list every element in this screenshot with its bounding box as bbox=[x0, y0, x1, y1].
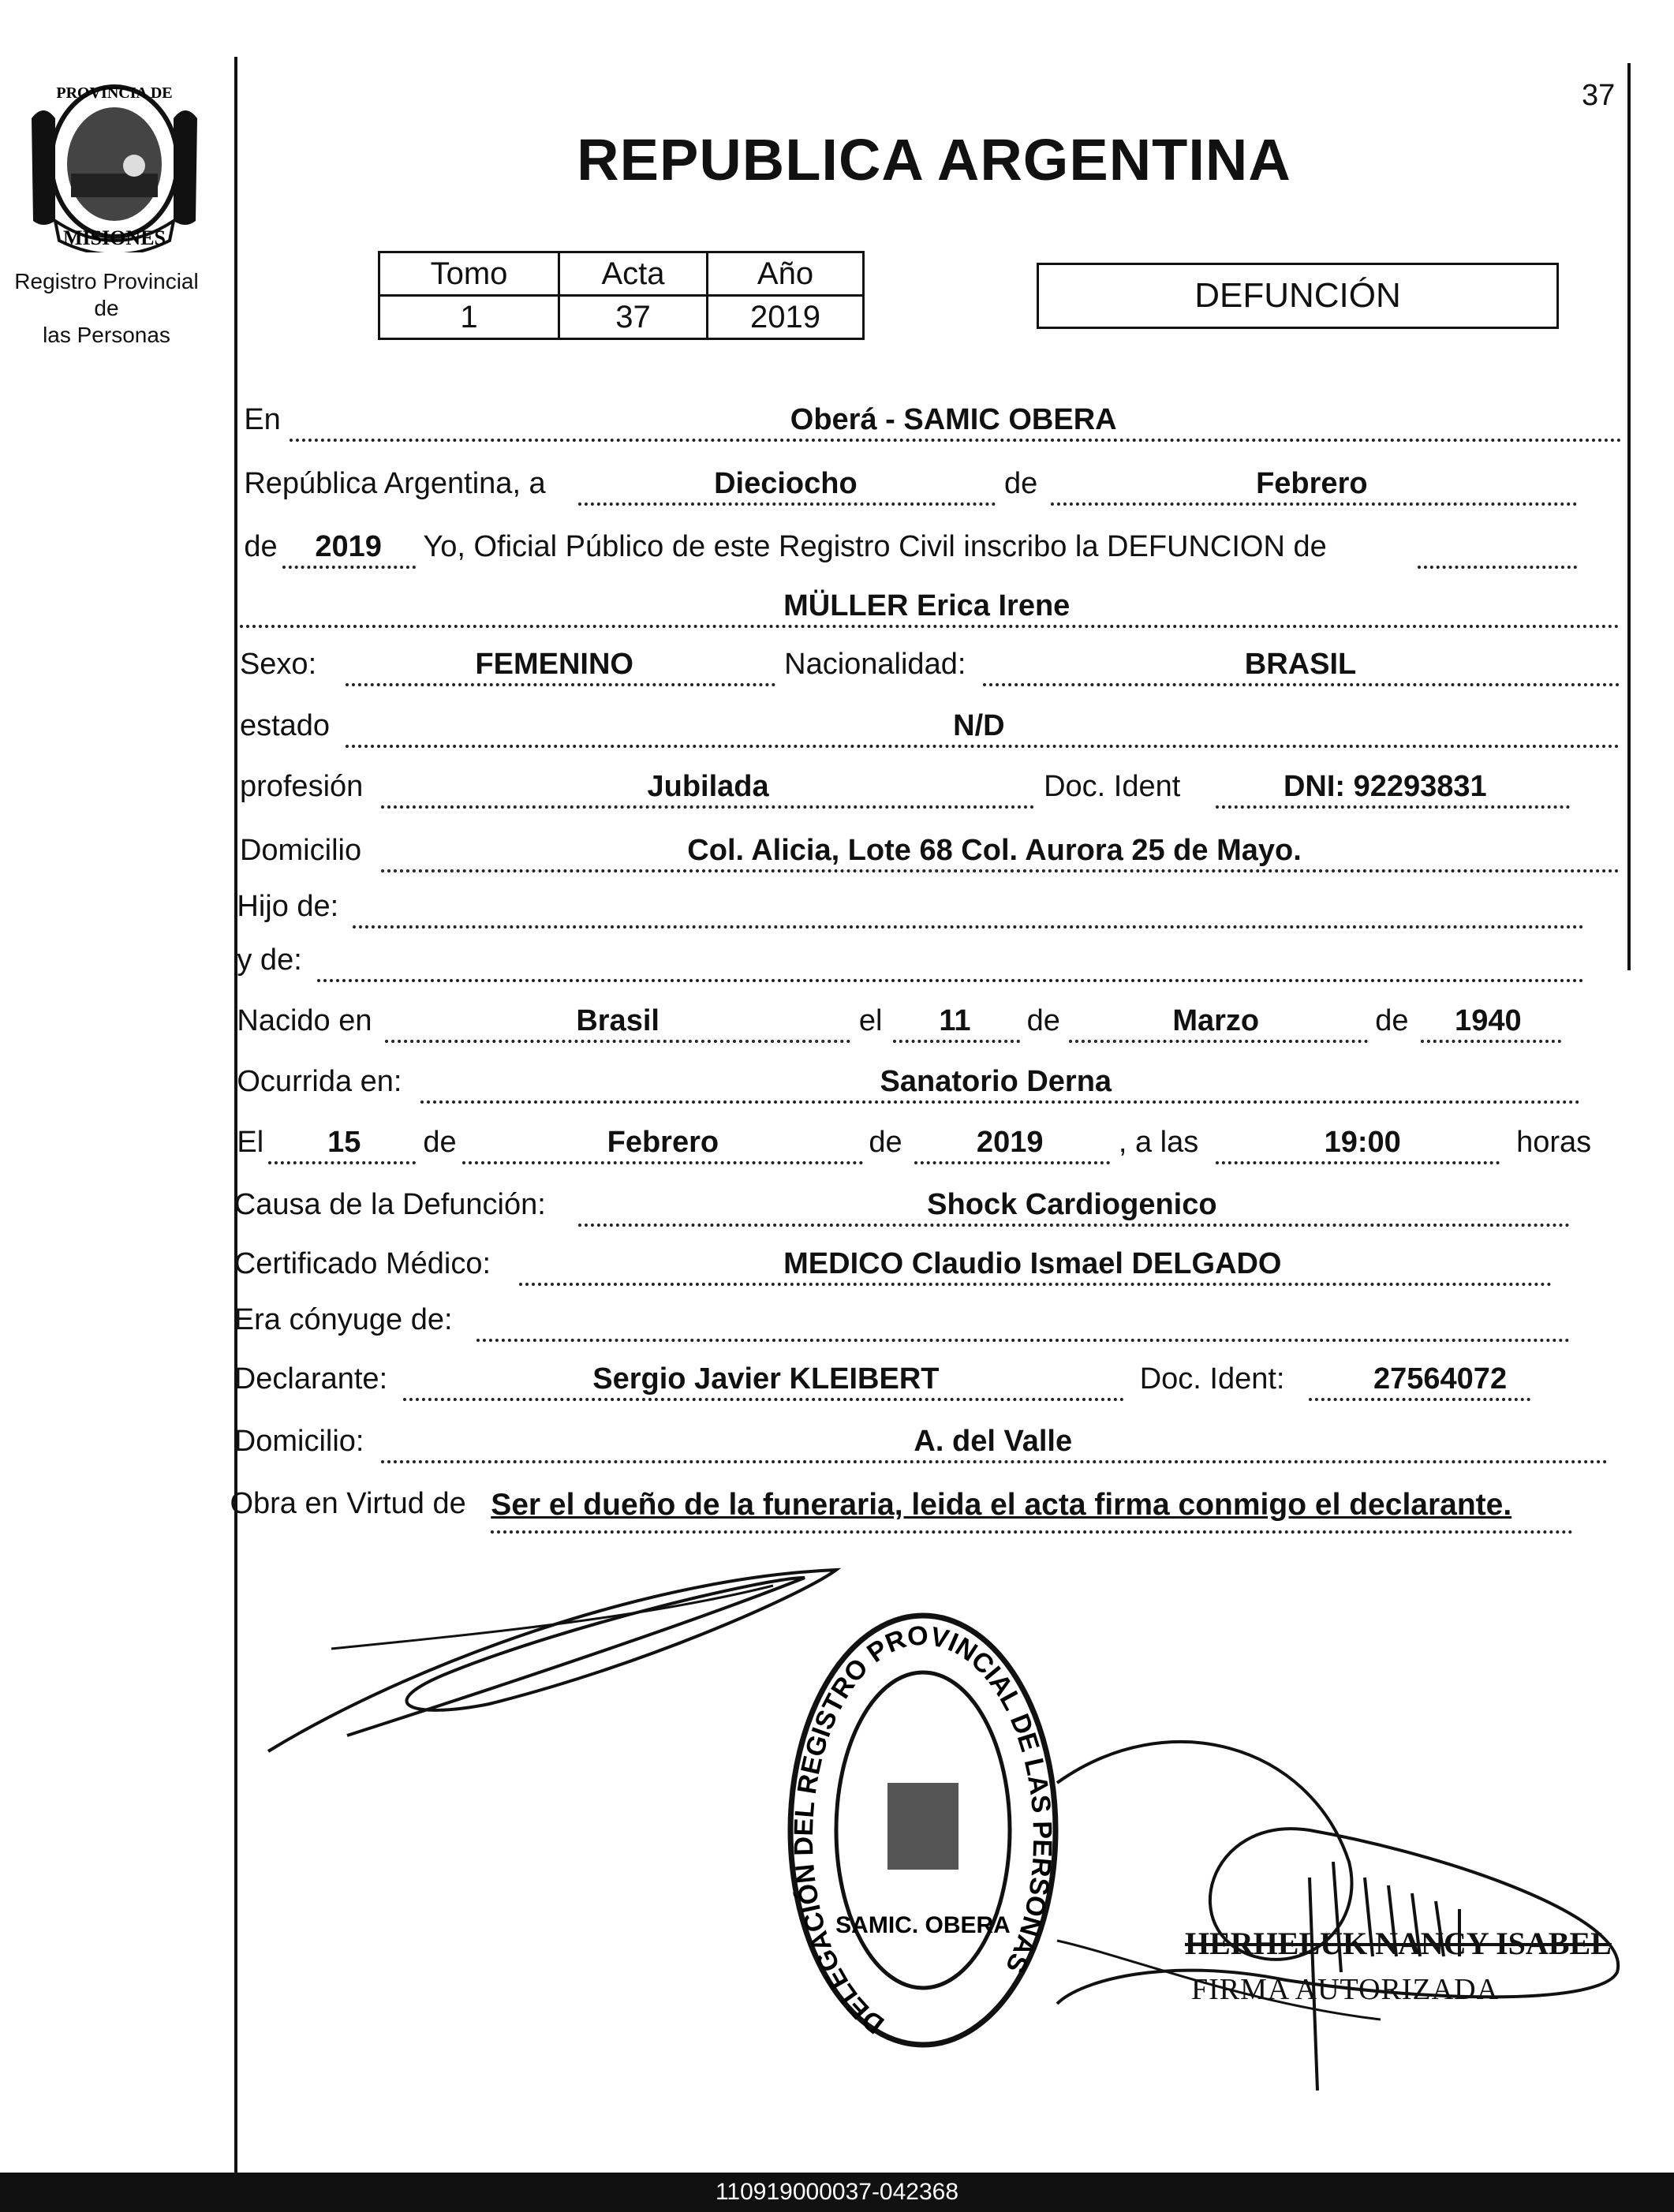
value-def-hora: 19:00 bbox=[1324, 1125, 1401, 1159]
value-nombre: MÜLLER Erica Irene bbox=[783, 589, 1071, 623]
value-def-dia: 15 bbox=[327, 1125, 361, 1159]
value-lugar: Oberá - SAMIC OBERA bbox=[790, 403, 1117, 437]
label-de: de bbox=[1375, 1004, 1409, 1038]
value-doc-ident: DNI: 92293831 bbox=[1283, 770, 1487, 804]
document-title: REPUBLICA ARGENTINA bbox=[577, 127, 1291, 192]
value-def-mes: Febrero bbox=[607, 1125, 719, 1159]
value-obra-en-virtud: Ser el dueño de la funeraria, leida el acta firma conmigo el declarante. bbox=[491, 1487, 1512, 1522]
value-declarante: Sergio Javier KLEIBERT bbox=[592, 1362, 940, 1396]
value-profesion: Jubilada bbox=[647, 770, 769, 804]
dotted-fill-line bbox=[420, 1100, 1580, 1104]
label-profesion: profesión bbox=[239, 770, 364, 804]
value-declarante-domicilio: A. del Valle bbox=[914, 1424, 1073, 1458]
label-de: de bbox=[1026, 1004, 1060, 1038]
authorized-signature-label: FIRMA AUTORIZADA bbox=[1191, 1973, 1500, 2006]
label-el: El bbox=[237, 1125, 264, 1159]
dotted-fill-line bbox=[914, 1161, 1111, 1164]
value-nacionalidad: BRASIL bbox=[1244, 647, 1357, 681]
dotted-fill-line bbox=[519, 1283, 1552, 1286]
value-nac-anio: 1940 bbox=[1455, 1004, 1522, 1038]
label-declarante-doc: Doc. Ident: bbox=[1139, 1362, 1285, 1396]
label-doc-ident: Doc. Ident bbox=[1044, 770, 1181, 804]
label-yo-oficial: Yo, Oficial Público de este Registro Civil inscribo la DEFUNCION de bbox=[423, 530, 1327, 564]
dotted-fill-line bbox=[1216, 805, 1570, 809]
label-y-de: y de: bbox=[237, 943, 302, 977]
value-ocurrida-en: Sanatorio Derna bbox=[880, 1064, 1112, 1098]
label-de: de bbox=[1004, 466, 1038, 500]
registry-line-2: las Personas bbox=[43, 323, 170, 347]
label-en: En bbox=[244, 403, 281, 437]
dotted-fill-line bbox=[346, 745, 1620, 748]
dotted-fill-line bbox=[353, 925, 1584, 929]
label-republica: República Argentina, a bbox=[244, 466, 546, 500]
registry-line-1: Registro Provincial de bbox=[14, 269, 199, 320]
svg-text:MISIONES: MISIONES bbox=[62, 226, 166, 249]
value-acta: 37 bbox=[559, 296, 708, 339]
line-lugar bbox=[290, 439, 1623, 442]
dotted-fill-line bbox=[268, 1161, 417, 1164]
value-def-anio: 2019 bbox=[976, 1125, 1044, 1159]
label-de: de bbox=[869, 1125, 902, 1159]
dotted-fill-line bbox=[578, 1224, 1570, 1227]
value-domicilio: Col. Alicia, Lote 68 Col. Aurora 25 de Mayo. bbox=[687, 833, 1302, 867]
value-certificado: MEDICO Claudio Ismael DELGADO bbox=[783, 1246, 1282, 1280]
value-tomo: 1 bbox=[379, 296, 559, 339]
dotted-fill-line bbox=[403, 1398, 1124, 1401]
label-obra-en-virtud: Obra en Virtud de bbox=[230, 1486, 466, 1520]
line-obra-en-virtud bbox=[491, 1530, 1572, 1534]
value-causa: Shock Cardiogenico bbox=[927, 1187, 1217, 1221]
dotted-fill-line bbox=[1216, 1161, 1499, 1164]
dotted-fill-line bbox=[1051, 503, 1577, 506]
value-anio: 2019 bbox=[315, 530, 382, 564]
dotted-fill-line bbox=[893, 1040, 1020, 1043]
document-code: 110919000037-042368 bbox=[715, 2179, 959, 2205]
value-anio: 2019 bbox=[708, 296, 864, 339]
dotted-fill-line bbox=[240, 625, 1620, 628]
right-margin-line bbox=[1627, 63, 1631, 970]
left-margin-line bbox=[234, 57, 237, 2173]
label-nacido-en: Nacido en bbox=[237, 1004, 372, 1038]
label-domicilio: Domicilio bbox=[239, 833, 362, 867]
label-horas: horas bbox=[1516, 1125, 1592, 1159]
label-de: de bbox=[423, 1125, 457, 1159]
label-declarante: Declarante: bbox=[234, 1362, 388, 1396]
dotted-fill-line bbox=[282, 566, 417, 569]
dotted-fill-line bbox=[385, 1040, 850, 1043]
footer-bar bbox=[0, 2173, 1674, 2212]
dotted-fill-line bbox=[983, 683, 1619, 686]
seal-ring-text: DELEGACIÓN DEL REGISTRO PROVINCIAL DE LAS PERSONAS bbox=[788, 1620, 1058, 2040]
label-de: de bbox=[244, 530, 278, 564]
dotted-fill-line bbox=[462, 1161, 863, 1164]
label-el: el bbox=[858, 1004, 883, 1038]
registry-name bbox=[0, 268, 213, 349]
dotted-fill-line bbox=[381, 869, 1620, 872]
dotted-fill-line bbox=[578, 503, 996, 506]
dotted-fill-line bbox=[381, 1460, 1609, 1463]
header-anio: Año bbox=[708, 252, 864, 296]
dotted-fill-line bbox=[381, 805, 1034, 809]
dotted-fill-line bbox=[1069, 1040, 1368, 1043]
header-tomo: Tomo bbox=[379, 252, 559, 296]
dotted-fill-line bbox=[476, 1339, 1570, 1342]
value-nac-mes: Marzo bbox=[1172, 1004, 1260, 1038]
value-dia: Dieciocho bbox=[714, 466, 858, 500]
label-hijo-de: Hijo de: bbox=[237, 890, 339, 924]
page-number: 37 bbox=[1582, 79, 1616, 112]
registry-seal bbox=[781, 1601, 1065, 2059]
label-a-las: , a las bbox=[1118, 1125, 1199, 1159]
registry-table bbox=[378, 251, 865, 340]
label-certificado: Certificado Médico: bbox=[234, 1246, 491, 1280]
label-sexo: Sexo: bbox=[239, 647, 317, 681]
authorized-signature bbox=[1049, 1720, 1649, 2091]
declarant-signature bbox=[252, 1546, 868, 1775]
value-estado: N/D bbox=[953, 709, 1005, 743]
label-declarante-domicilio: Domicilio: bbox=[234, 1424, 364, 1458]
authorized-officer-name: HERHELUK NANCY ISABEL bbox=[1185, 1926, 1612, 1961]
dotted-fill-line bbox=[1421, 1040, 1562, 1043]
label-ocurrida-en: Ocurrida en: bbox=[237, 1064, 402, 1098]
label-nacionalidad: Nacionalidad: bbox=[784, 647, 966, 681]
dotted-fill-line bbox=[317, 979, 1584, 982]
svg-text:PROVINCIA DE: PROVINCIA DE bbox=[56, 84, 173, 102]
value-mes: Febrero bbox=[1256, 466, 1368, 500]
dotted-fill-line bbox=[1418, 566, 1577, 569]
label-conyuge: Era cónyuge de: bbox=[234, 1303, 453, 1337]
label-estado: estado bbox=[239, 709, 331, 743]
value-declarante-doc: 27564072 bbox=[1373, 1362, 1508, 1396]
value-nacido-en: Brasil bbox=[576, 1004, 660, 1038]
value-sexo: FEMENINO bbox=[475, 647, 633, 681]
seal-center-text: SAMIC. OBERA bbox=[835, 1912, 1011, 1938]
label-causa: Causa de la Defunción: bbox=[234, 1187, 546, 1221]
dotted-fill-line bbox=[346, 683, 775, 686]
value-nac-dia: 11 bbox=[939, 1004, 971, 1038]
dotted-fill-line bbox=[1309, 1398, 1530, 1401]
record-type-box: DEFUNCIÓN bbox=[1037, 263, 1559, 329]
header-acta: Acta bbox=[559, 252, 708, 296]
